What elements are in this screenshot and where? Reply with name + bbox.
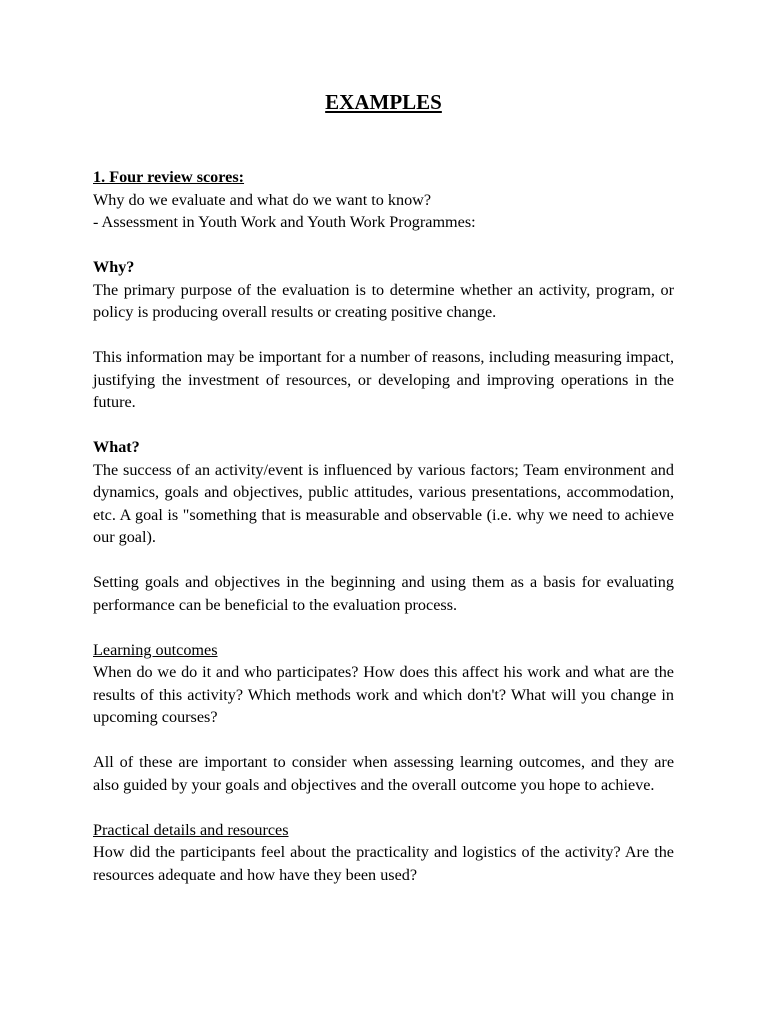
what-paragraph-2: Setting goals and objectives in the beginning and using them as a basis for evaluating performance can be beneficial to the evaluation process. — [93, 573, 674, 614]
spacer — [93, 234, 674, 257]
practical-details-heading: Practical details and resources — [93, 820, 289, 839]
practical-paragraph-1: How did the participants feel about the practicality and logistics of the activity? Are the resources adequate and how have they been used? — [93, 843, 674, 884]
why-paragraph-1: The primary purpose of the evaluation is to determine whether an activity, program, or policy is producing overall results or creating positive change. — [93, 280, 674, 321]
spacer — [93, 796, 674, 819]
learning-paragraph-1: When do we do it and who participates? How does this affect his work and what are the results of this activity? Which methods work and which don't? What will you change in upcoming courses? — [93, 663, 674, 726]
spacer — [93, 729, 674, 752]
spacer — [93, 549, 674, 572]
document-title: EXAMPLES — [325, 90, 442, 114]
section1-question: Why do we evaluate and what do we want to know? — [93, 190, 432, 209]
spacer — [93, 414, 674, 437]
learning-paragraph-2: All of these are important to consider when assessing learning outcomes, and they are also guided by your goals and objectives and the overall outcome you hope to achieve. — [93, 753, 674, 794]
learning-outcomes-heading: Learning outcomes — [93, 640, 218, 659]
why-heading: Why? — [93, 258, 135, 276]
spacer — [93, 616, 674, 639]
what-paragraph-1: The success of an activity/event is influenced by various factors; Team environment and dynamics, goals and objectives, public attitudes, various presentations, accommodation, etc. A goal is "something that is measurable and observable (i.e. why we need to achieve our goal). — [93, 460, 674, 546]
why-paragraph-2: This information may be important for a number of reasons, including measuring impact, justifying the investment of resources, or developing and improving operations in the future. — [93, 348, 674, 411]
section1-heading: 1. Four review scores: — [93, 168, 245, 186]
document-body — [93, 166, 674, 886]
what-heading: What? — [93, 438, 140, 456]
spacer — [93, 324, 674, 347]
section1-subline: - Assessment in Youth Work and Youth Work Programmes: — [93, 213, 476, 231]
